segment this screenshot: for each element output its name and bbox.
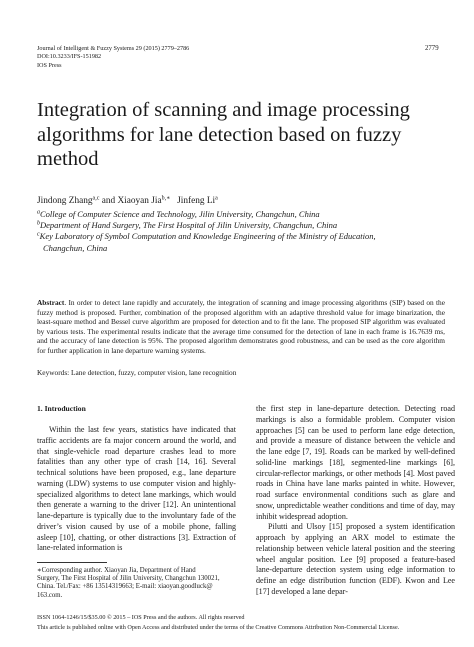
author-name: Xiaoyan Jia <box>117 196 162 206</box>
journal-header <box>37 45 189 70</box>
author-affil-mark: b,∗ <box>161 195 171 202</box>
affiliation-mark: c <box>37 231 40 238</box>
author-connector: and <box>101 196 116 206</box>
affiliations <box>37 209 376 254</box>
page-number: 2779 <box>425 45 439 52</box>
author-affil-mark: a,c <box>92 195 100 202</box>
footnote <box>37 567 236 600</box>
license-line: This article is published online with Open Access and distributed under the terms of the Creative Commons Attribution Non-Commercial License. <box>37 624 400 631</box>
section-heading: 1. Introduction <box>37 404 86 413</box>
paragraph: the first step in lane-departure detection. Detecting road markings is also a formidable problem. Computer vision approaches [5] can be used to perform lane edge detection, and provide a measure of distance between the vehicle and the lane edge [7, 19]. Roads can be marked by well-defined solid-line markings [18], segmented-line markings [6], circular-reflector markings, or other methods [4]. Most paved roads in China have lane marks painted in white. However, road surface environmental conditions such as glare and snow, unpredictable weather conditions and time of day, may inhibit widespread adoption. <box>256 404 455 521</box>
body-column-left <box>37 425 236 554</box>
author-name: Jindong Zhang <box>37 196 93 206</box>
footnote-line: 163.com. <box>37 591 63 599</box>
journal-publisher: IOS Press <box>37 61 62 69</box>
keywords: Keywords: Lane detection, fuzzy, computer vision, lane recognition <box>37 368 237 377</box>
journal-doi: DOI:10.3233/IFS-151982 <box>37 53 102 61</box>
body-column-right <box>256 404 455 598</box>
paper-title: Integration of scanning and image processing algorithms for lane detection based on fuzzy method <box>37 99 410 170</box>
author-list <box>37 196 218 206</box>
abstract <box>37 298 445 355</box>
abstract-text: . In order to detect lane rapidly and accurately, the integration of scanning and image processing algorithms (SIP) based on the fuzzy method is proposed. Further, combination of the proposed algorithm with an adaptive threshold value for image binarization, the least-square method and Bessel curve algorithm are proposed for detection and to fit the lane. The proposed SIP algorithm was evaluated by various tests. The experimental results indicate that the average time consumed for the detection of lane in each frame is 16.7639 ms, and the accuracy of lane detection is 95%. The proposed algorithm demonstrates good robustness, and can be used as the core algorithm for further application in lane departure warning systems. <box>37 298 445 355</box>
issn-line: ISSN 1064-1246/15/$35.00 © 2015 – IOS Press and the authors. All rights reserved <box>37 614 245 621</box>
footnote-divider <box>37 562 107 563</box>
paragraph: Pilutti and Ulsoy [15] proposed a system identification approach by applying an ARX model to estimate the relationship between vehicle lateral position and the steering wheel angular position. Lee [9] proposed a feature-based lane-departure detection system using edge information to define an edge distribution function (EDF). Kwon and Lee [17] developed a lane depar- <box>256 522 455 596</box>
journal-citation: Journal of Intelligent & Fuzzy Systems 29 (2015) 2779–2786 <box>37 45 190 52</box>
affiliation-mark: a <box>37 209 40 216</box>
author-affil-mark: a <box>215 195 218 202</box>
affiliation: $^b$Department of Hand Surgery, The First Hospital of Jilin University, Changchun, China <box>37 220 338 231</box>
footnote-line: Surgery, The First Hospital of Jilin University, Changchun 130021, <box>37 575 220 583</box>
author-name: Jinfeng Li <box>177 196 216 206</box>
affiliation-continuation: Changchun, China <box>43 242 108 253</box>
footnote-line: China. Tel./Fax: +86 13514319663; E-mail: xiaoyan.goodluck@ <box>37 583 213 591</box>
abstract-label: Abstract <box>37 298 65 307</box>
footnote-line: ∗Corresponding author. Xiaoyan Jia, Department of Hand <box>37 567 196 574</box>
paragraph: Within the last few years, statistics have indicated that traffic accidents are fa major concern around the world, and that single-vehicle road departure crashes lead to more fatalities than any other type of crash [14, 16]. Several technical solutions have been proposed, e.g., lane departure warning (LDW) systems to use computer vision and highly-specialized algorithms to detect lane markings, which would then generate a warning to the driver [12]. An unintentional lane-departure is typically due to the involuntary fade of the driver’s vision caused by use of a mobile phone, falling asleep [10], chatting, or other distractions [3]. Extraction of lane-related information is <box>37 425 236 553</box>
affiliation: $^c$Key Laboratory of Symbol Computation and Knowledge Engineering of the Ministry of Education, <box>37 231 376 242</box>
affiliation: $^a$College of Computer Science and Technology, Jilin University, Changchun, China <box>37 209 320 219</box>
affiliation-mark: b <box>37 220 40 227</box>
